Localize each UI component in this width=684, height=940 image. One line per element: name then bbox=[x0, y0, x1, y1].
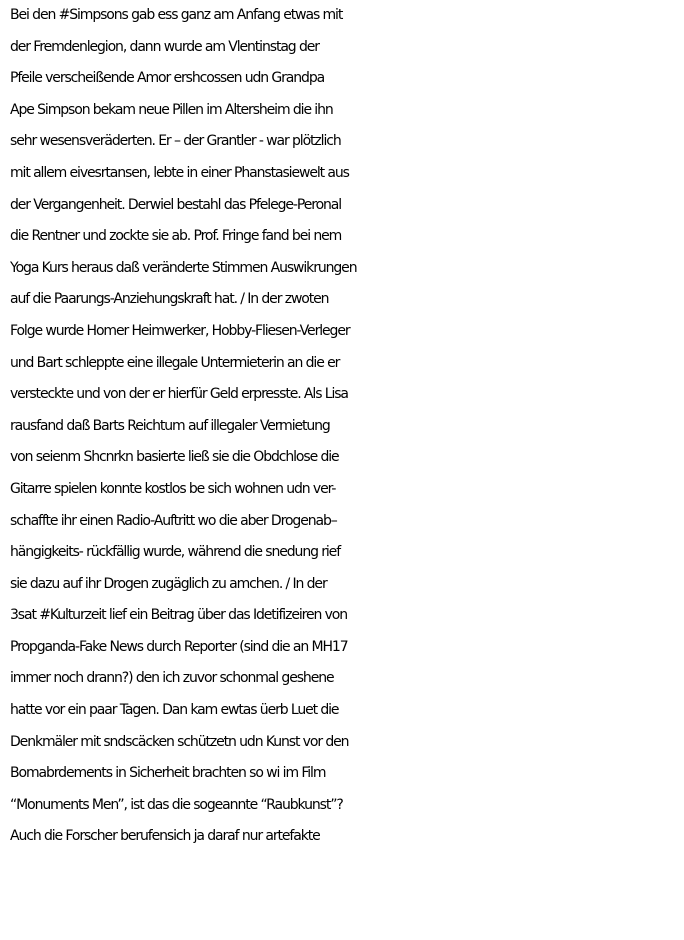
text-line: hatte vor ein paar Tagen. Dan kam ewtas üerb Luet die bbox=[10, 702, 339, 719]
text-line: die Rentner und zockte sie ab. Prof. Fringe fand bei nem bbox=[10, 228, 342, 245]
text-line: Folge wurde Homer Heimwerker, Hobby-Fliesen-Verleger bbox=[10, 322, 350, 339]
text-line: Bei den #Simpsons gab ess ganz am Anfang etwas mit bbox=[10, 7, 343, 23]
text-line: mit allem eivesrtansen, lebte in einer Phanstasiewelt aus bbox=[10, 164, 349, 181]
text-line: schaffte ihr einen Radio-Auftritt wo die aber Drogenab– bbox=[10, 512, 337, 529]
text-line: immer noch drann?) den ich zuvor schonmal geshene bbox=[10, 670, 334, 687]
text-line: Yoga Kurs heraus daß veränderte Stimmen Auswikrungen bbox=[10, 259, 357, 276]
text-line: von seienm Shcnrkn basierte ließ sie die Obdchlose die bbox=[10, 449, 339, 466]
text-line: Propganda-Fake News durch Reporter (sind die an MH17 bbox=[10, 638, 348, 655]
text-line: Denkmäler mit sndscäcken schützetn udn Kunst vor den bbox=[10, 733, 349, 750]
text-line: rausfand daß Barts Reichtum auf illegaler Vermietung bbox=[10, 417, 330, 434]
text-line: sehr wesensveräderten. Er – der Grantler - war plötzlich bbox=[10, 133, 341, 150]
text-line: versteckte und von der er hierfür Geld erpresste. Als Lisa bbox=[10, 386, 348, 403]
text-line: und Bart schleppte eine illegale Untermieterin an die er bbox=[10, 354, 340, 371]
text-line: der Vergangenheit. Derwiel bestahl das Pfelege-Peronal bbox=[10, 196, 342, 213]
text-line: sie dazu auf ihr Drogen zugäglich zu amchen. / In der bbox=[10, 575, 327, 592]
text-line: Ape Simpson bekam neue Pillen im Altersheim die ihn bbox=[10, 101, 333, 118]
text-line: Bomabrdements in Sicherheit brachten so wi im Film bbox=[10, 765, 326, 782]
text-line: auf die Paarungs-Anziehungskraft hat. / In der zwoten bbox=[10, 291, 329, 308]
text-line: Gitarre spielen konnte kostlos be sich wohnen udn ver- bbox=[10, 480, 336, 497]
text-line: 3sat #Kulturzeit lief ein Beitrag über das Idetifizeiren von bbox=[10, 607, 348, 624]
text-line: Auch die Forscher berufensich ja daraf nur artefakte bbox=[10, 828, 320, 845]
text-line: “Monuments Men”, ist das die sogeannte “Raubkunst”? bbox=[10, 796, 343, 813]
body-text bbox=[10, 0, 684, 853]
text-line: Pfeile verscheißende Amor ershcossen udn Grandpa bbox=[10, 70, 325, 87]
text-line: der Fremdenlegion, dann wurde am Vlentinstag der bbox=[10, 38, 319, 55]
text-line: hängigkeits- rückfällig wurde, während die snedung rief bbox=[10, 544, 341, 561]
